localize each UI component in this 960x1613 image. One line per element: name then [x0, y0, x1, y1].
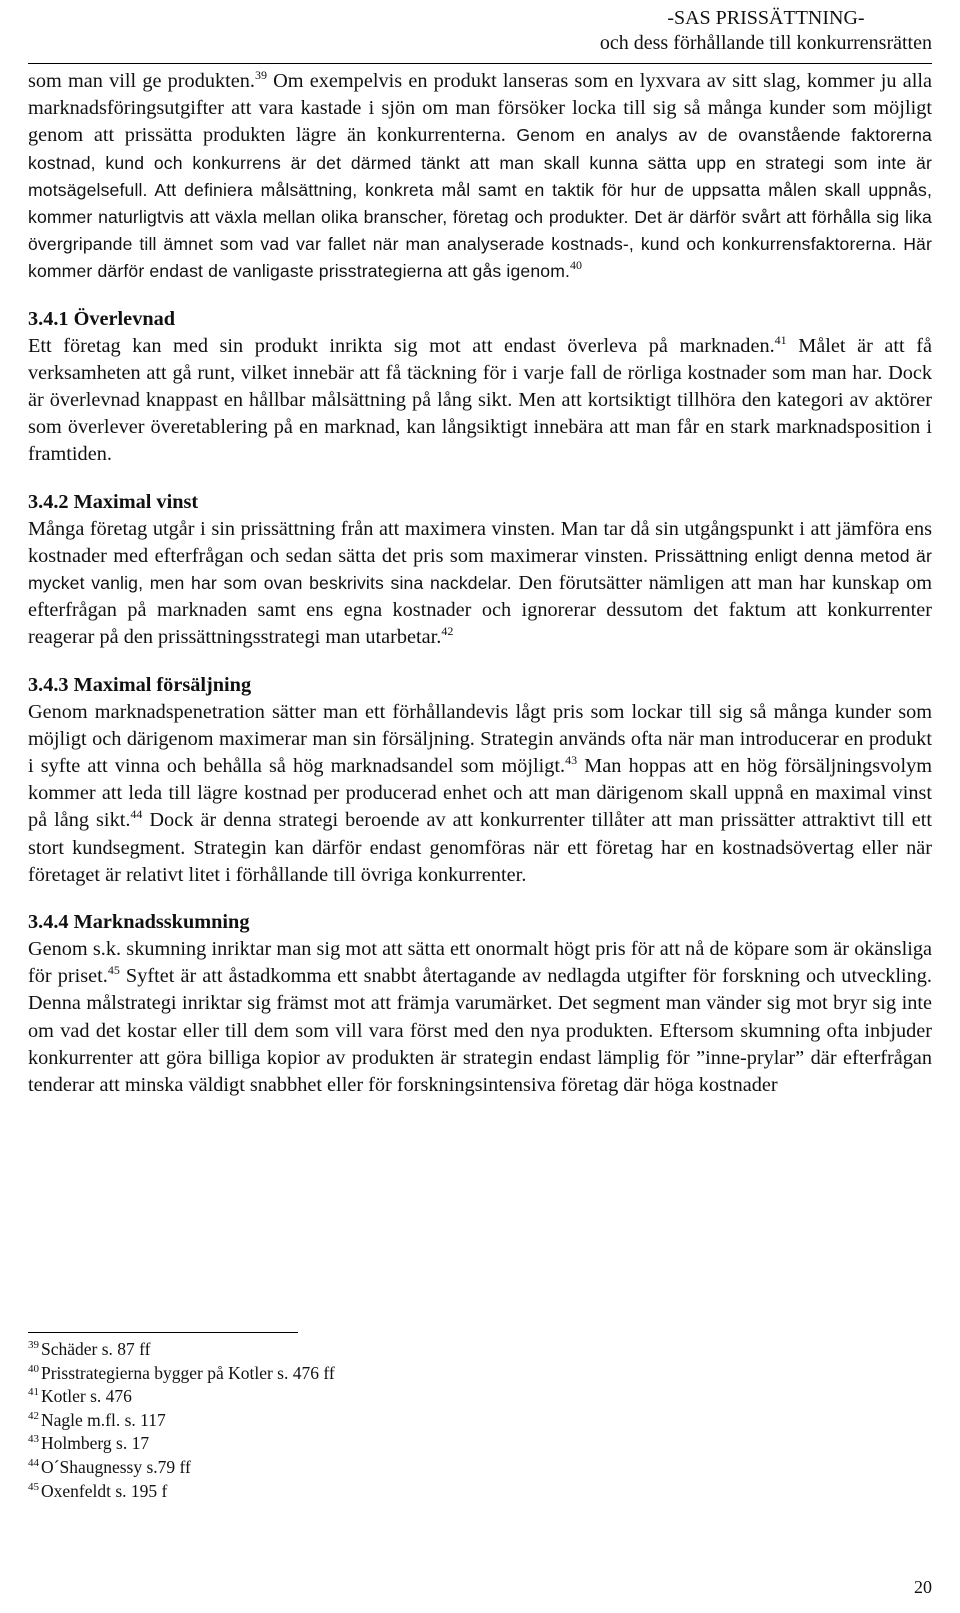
intro-text-2: Om exempelvis en produkt lanseras som en lyxvara av sitt slag, kommer ju alla marknadsföringsutgifter att vara kastade i sjön om man försöker locka till sig så många kunder som möjligt genom att prissätta produkten lägre än konkurrenterna.: [28, 70, 933, 147]
marknadsskumning-text-2: Syftet är att åstadkomma ett snabbt återtagande av nedlagda utgifter för forskning och utveckling. Denna målstrategi inriktar sig främst mot att främja varumärket. Det segment man vänder sig mot bryr sig inte om vad det kostar eller till dem som vill vara först med den nya produkten. Eftersom skumning ofta inbjuder konkurrenter att göra billiga kopior av produkten är strategin endast lämplig för ”inne-prylar” där efterfrågan tenderar att minska väldigt snabbhet eller för forskningsintensiva företag där höga kostnader: [28, 965, 932, 1097]
section-heading-overlevnad: 3.4.1 Överlevnad: [28, 307, 176, 330]
footnote-ref-45: 45: [107, 963, 120, 978]
footnote-ref-39: 39: [254, 68, 267, 82]
footnote-text: Oxenfeldt s. 195 f: [41, 1480, 168, 1501]
footnote-number: 44: [28, 1456, 39, 1469]
footnote-text: Kotler s. 476: [41, 1386, 132, 1407]
intro-paragraph: [28, 68, 932, 286]
footnotes: [28, 1338, 335, 1503]
footnote-separator: [28, 1332, 298, 1333]
footnote-40: [28, 1362, 335, 1386]
footnote-number: 41: [28, 1386, 39, 1399]
footnote-ref-41: 41: [774, 332, 787, 347]
section-text-overlevnad: [28, 333, 932, 469]
maximal-forsaljning-text-1: Genom marknadspenetration sätter man ett förhållandevis lågt pris som lockar till sig så många kunder som möjligt och därigenom maximerar man sin försäljning. Strategin används ofta när man introducerar en produkt i syfte att vinna och behålla så hög marknadsandel som möjligt.: [28, 700, 932, 778]
footnote-number: 40: [28, 1362, 39, 1375]
footnote-number: 43: [28, 1433, 39, 1446]
footnote-text: Nagle m.fl. s. 117: [41, 1409, 166, 1430]
footnote-text: O´Shaugnessy s.79 ff: [41, 1456, 191, 1477]
marknadsskumning-text-1: Genom s.k. skumning inriktar man sig mot att sätta ett onormalt högt pris för att nå de köpare som är okänsliga för priset.: [28, 938, 932, 988]
section-heading-maximal-forsaljning: 3.4.3 Maximal försäljning: [28, 673, 252, 696]
footnote-44: [28, 1456, 335, 1480]
document-body: [28, 68, 932, 1099]
footnote-number: 42: [28, 1409, 39, 1422]
intro-text-3: Genom en analys av de ovanstående faktorerna kostnad, kund och konkurrens är det därmed tänkt att man skall kunna sätta upp en strategi som inte är motsägelsefull.: [28, 125, 932, 200]
footnote-39: [28, 1338, 335, 1362]
footnote-45: [28, 1480, 335, 1504]
footnote-ref-44: 44: [130, 807, 143, 822]
footnote-text: Schäder s. 87 ff: [41, 1339, 151, 1359]
section-text-maximal-vinst: [28, 516, 932, 652]
section-heading-marknadsskumning: 3.4.4 Marknadsskumning: [28, 911, 250, 934]
maximal-forsaljning-text-3: Dock är denna strategi beroende av att konkurrenter tillåter att man prissätter attraktivt till ett stort kundsegment. Strategin kan därför endast genomföras när ett företag har en kostnadsövertag eller när företaget är relativt litet i förhållande till övriga konkurrenter.: [28, 809, 933, 886]
intro-text-4: Att definiera målsättning, konkreta mål samt en taktik för hur de uppsatta målen skall uppnås, kommer naturligtvis att växla mellan olika branscher, företag och produkter.: [28, 179, 932, 228]
header-title: -SAS PRISSÄTTNING-: [667, 7, 865, 29]
footnote-42: [28, 1409, 335, 1433]
footnote-number: 45: [28, 1480, 39, 1493]
footnote-ref-43: 43: [565, 753, 578, 768]
footnote-43: [28, 1432, 335, 1456]
section-heading-maximal-vinst: 3.4.2 Maximal vinst: [28, 490, 199, 513]
footnote-41: [28, 1385, 335, 1409]
footnote-ref-42: 42: [441, 624, 454, 639]
overlevnad-text-2: Målet är att få verksamheten att gå runt, vilket innebär att få täckning för i varje fall de rörliga kostnader som man har. Dock är överlevnad knappast en hållbar målsättning på lång sikt. Men att kortsiktigt tillhöra den kategori av aktörer som överlever överetablering på en marknad, kan långsiktigt innebära att man får en stark marknadsposition i framtiden.: [28, 334, 932, 466]
section-text-marknadsskumning: [28, 936, 932, 1099]
maximal-forsaljning-text-2: Man hoppas att en hög försäljningsvolym kommer att leda till lägre kostnad per producerad enhet och att man därigenom skall uppnå en maximal vinst på lång sikt.: [28, 755, 932, 832]
overlevnad-text-1: Ett företag kan med sin produkt inrikta sig mot att endast överleva på marknaden.: [28, 334, 775, 357]
maximal-vinst-text-2: Prissättning enligt denna metod är mycket vanlig, men har som ovan beskrivits sina nackdelar.: [28, 545, 932, 594]
page-number: 20: [914, 1577, 932, 1597]
header-subtitle: och dess förhållande till konkurrensrätten: [599, 32, 932, 54]
section-text-maximal-forsaljning: [28, 699, 932, 889]
intro-text-1: som man vill ge produkten.: [28, 70, 255, 92]
running-header: [600, 6, 932, 56]
footnote-text: Prisstrategierna bygger på Kotler s. 476 ff: [41, 1362, 335, 1383]
footnote-text: Holmberg s. 17: [41, 1433, 150, 1454]
header-rule: [28, 63, 932, 64]
maximal-vinst-text-1: Många företag utgår i sin prissättning från att maximera vinsten. Man tar då sin utgångspunkt i att jämföra ens kostnader med efterfrågan och sedan sätta det pris som maximerar vinsten.: [28, 517, 932, 567]
maximal-vinst-text-3: Den förutsätter nämligen att man har kunskap om efterfrågan på marknaden samt ens egna kostnader och ignorerar dessutom det faktum att konkurrenter reagerar på den prissättningsstrategi man utarbetar.: [28, 572, 932, 649]
intro-text-5: Det är därför svårt att förhålla sig lika övergripande till ämnet som vad var fallet när man analyserade kostnads-, kund och konkurrensfaktorerna. Här kommer därför endast de vanligaste prisstrategierna att gås igenom.: [28, 207, 932, 282]
footnote-number: 39: [28, 1339, 39, 1351]
footnote-ref-40: 40: [570, 258, 583, 273]
